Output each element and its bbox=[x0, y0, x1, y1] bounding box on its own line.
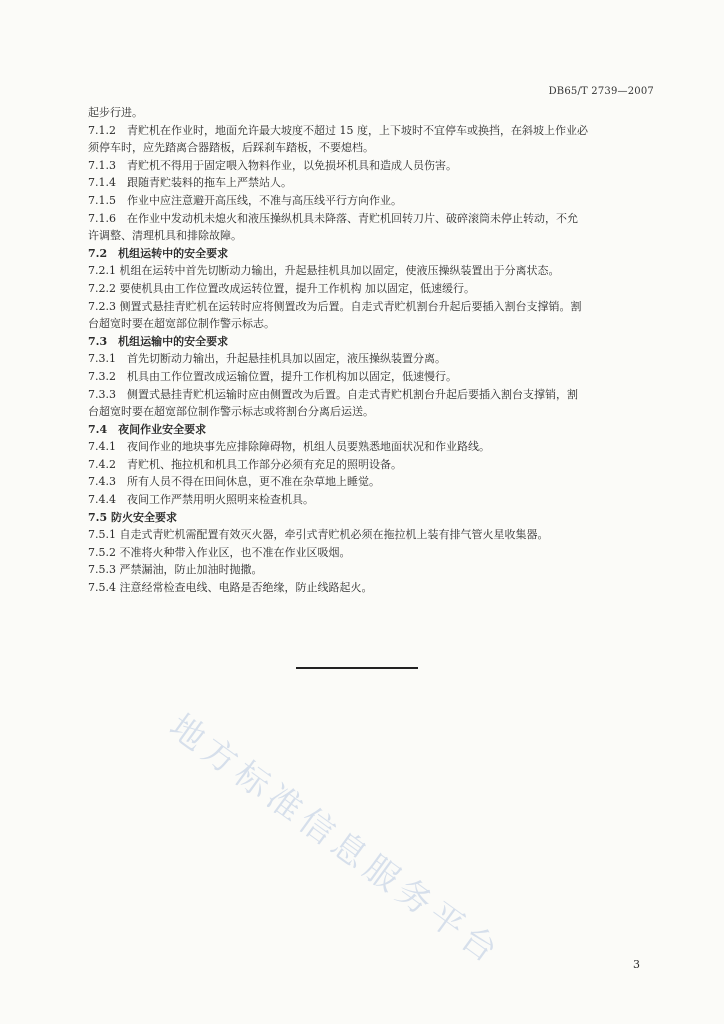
section-heading: 7.5 防火安全要求 bbox=[88, 510, 177, 524]
end-rule bbox=[296, 667, 418, 669]
page-number: 3 bbox=[633, 958, 640, 971]
text-line: 许调整、清理机具和排除故障。 bbox=[88, 229, 242, 243]
text-line: 7.5.1 自走式青贮机需配置有效灭火器，牵引式青贮机必须在拖拉机上装有排气管火星收集器。 bbox=[88, 528, 549, 542]
text-line: 7.4.1 夜间作业的地块事先应排除障碍物，机组人员要熟悉地面状况和作业路线。 bbox=[88, 440, 490, 454]
text-line: 7.5.3 严禁漏油，防止加油时抛撒。 bbox=[88, 563, 263, 577]
text-line: 7.3.3 侧置式悬挂青贮机运输时应由侧置改为后置。自走式青贮机割台升起后要插入割台支撑销，割 bbox=[88, 387, 578, 401]
text-line: 起步行进。 bbox=[88, 106, 143, 119]
text-line: 7.3.1 首先切断动力输出，升起悬挂机具加以固定，液压操纵装置分离。 bbox=[88, 352, 446, 366]
text-line: 台超宽时要在超宽部位制作警示标志或将割台分离后运送。 bbox=[88, 405, 374, 419]
text-line: 7.2.2 要使机具由工作位置改成运转位置，提升工作机构 加以固定，低速缓行。 bbox=[88, 281, 475, 295]
text-line: 7.2.3 侧置式悬挂青贮机在运转时应将侧置改为后置。自走式青贮机割台升起后要插入割台支撑销。割 bbox=[88, 299, 582, 313]
text-line: 7.5.2 不准将火种带入作业区，也不准在作业区吸烟。 bbox=[88, 545, 351, 559]
section-heading: 7.2 机组运转中的安全要求 bbox=[88, 246, 229, 260]
text-line: 7.1.4 跟随青贮装料的拖车上严禁站人。 bbox=[88, 176, 292, 190]
text-line: 须停车时，应先踏离合器踏板，后踩刹车踏板，不要熄档。 bbox=[88, 141, 374, 155]
section-heading: 7.4 夜间作业安全要求 bbox=[88, 422, 207, 436]
text-line: 7.2.1 机组在运转中首先切断动力输出，升起悬挂机具加以固定，使液压操纵装置出于分离状态。 bbox=[88, 264, 560, 278]
document-body bbox=[88, 104, 660, 597]
text-line: 7.1.5 作业中应注意避开高压线，不准与高压线平行方向作业。 bbox=[88, 193, 402, 207]
standard-code: DB65/T 2739—2007 bbox=[548, 86, 654, 97]
text-line: 7.5.4 注意经常检查电线、电路是否绝缘，防止线路起火。 bbox=[88, 581, 373, 595]
section-heading: 7.3 机组运输中的安全要求 bbox=[88, 334, 229, 348]
text-line: 7.1.6 在作业中发动机未熄火和液压操纵机具未降落、青贮机回转刀片、破碎滚筒未停止转动，不允 bbox=[88, 211, 578, 225]
text-line: 7.1.3 青贮机不得用于固定喂入物料作业，以免损坏机具和造成人员伤害。 bbox=[88, 158, 457, 172]
text-line: 7.4.4 夜间工作严禁用明火照明来检查机具。 bbox=[88, 493, 314, 507]
text-line: 7.4.2 青贮机、拖拉机和机具工作部分必须有充足的照明设备。 bbox=[88, 457, 402, 471]
text-line: 7.4.3 所有人员不得在田间休息，更不准在杂草地上睡觉。 bbox=[88, 475, 380, 489]
text-line: 7.3.2 机具由工作位置改成运输位置，提升工作机构加以固定，低速慢行。 bbox=[88, 369, 457, 383]
text-line: 台超宽时要在超宽部位制作警示标志。 bbox=[88, 317, 275, 331]
watermark-text: 地方标准信息服务平台 bbox=[161, 706, 509, 974]
text-line: 7.1.2 青贮机在作业时，地面允许最大坡度不超过 15 度，上下坡时不宜停车或换挡，在斜坡上作业必 bbox=[88, 123, 588, 137]
